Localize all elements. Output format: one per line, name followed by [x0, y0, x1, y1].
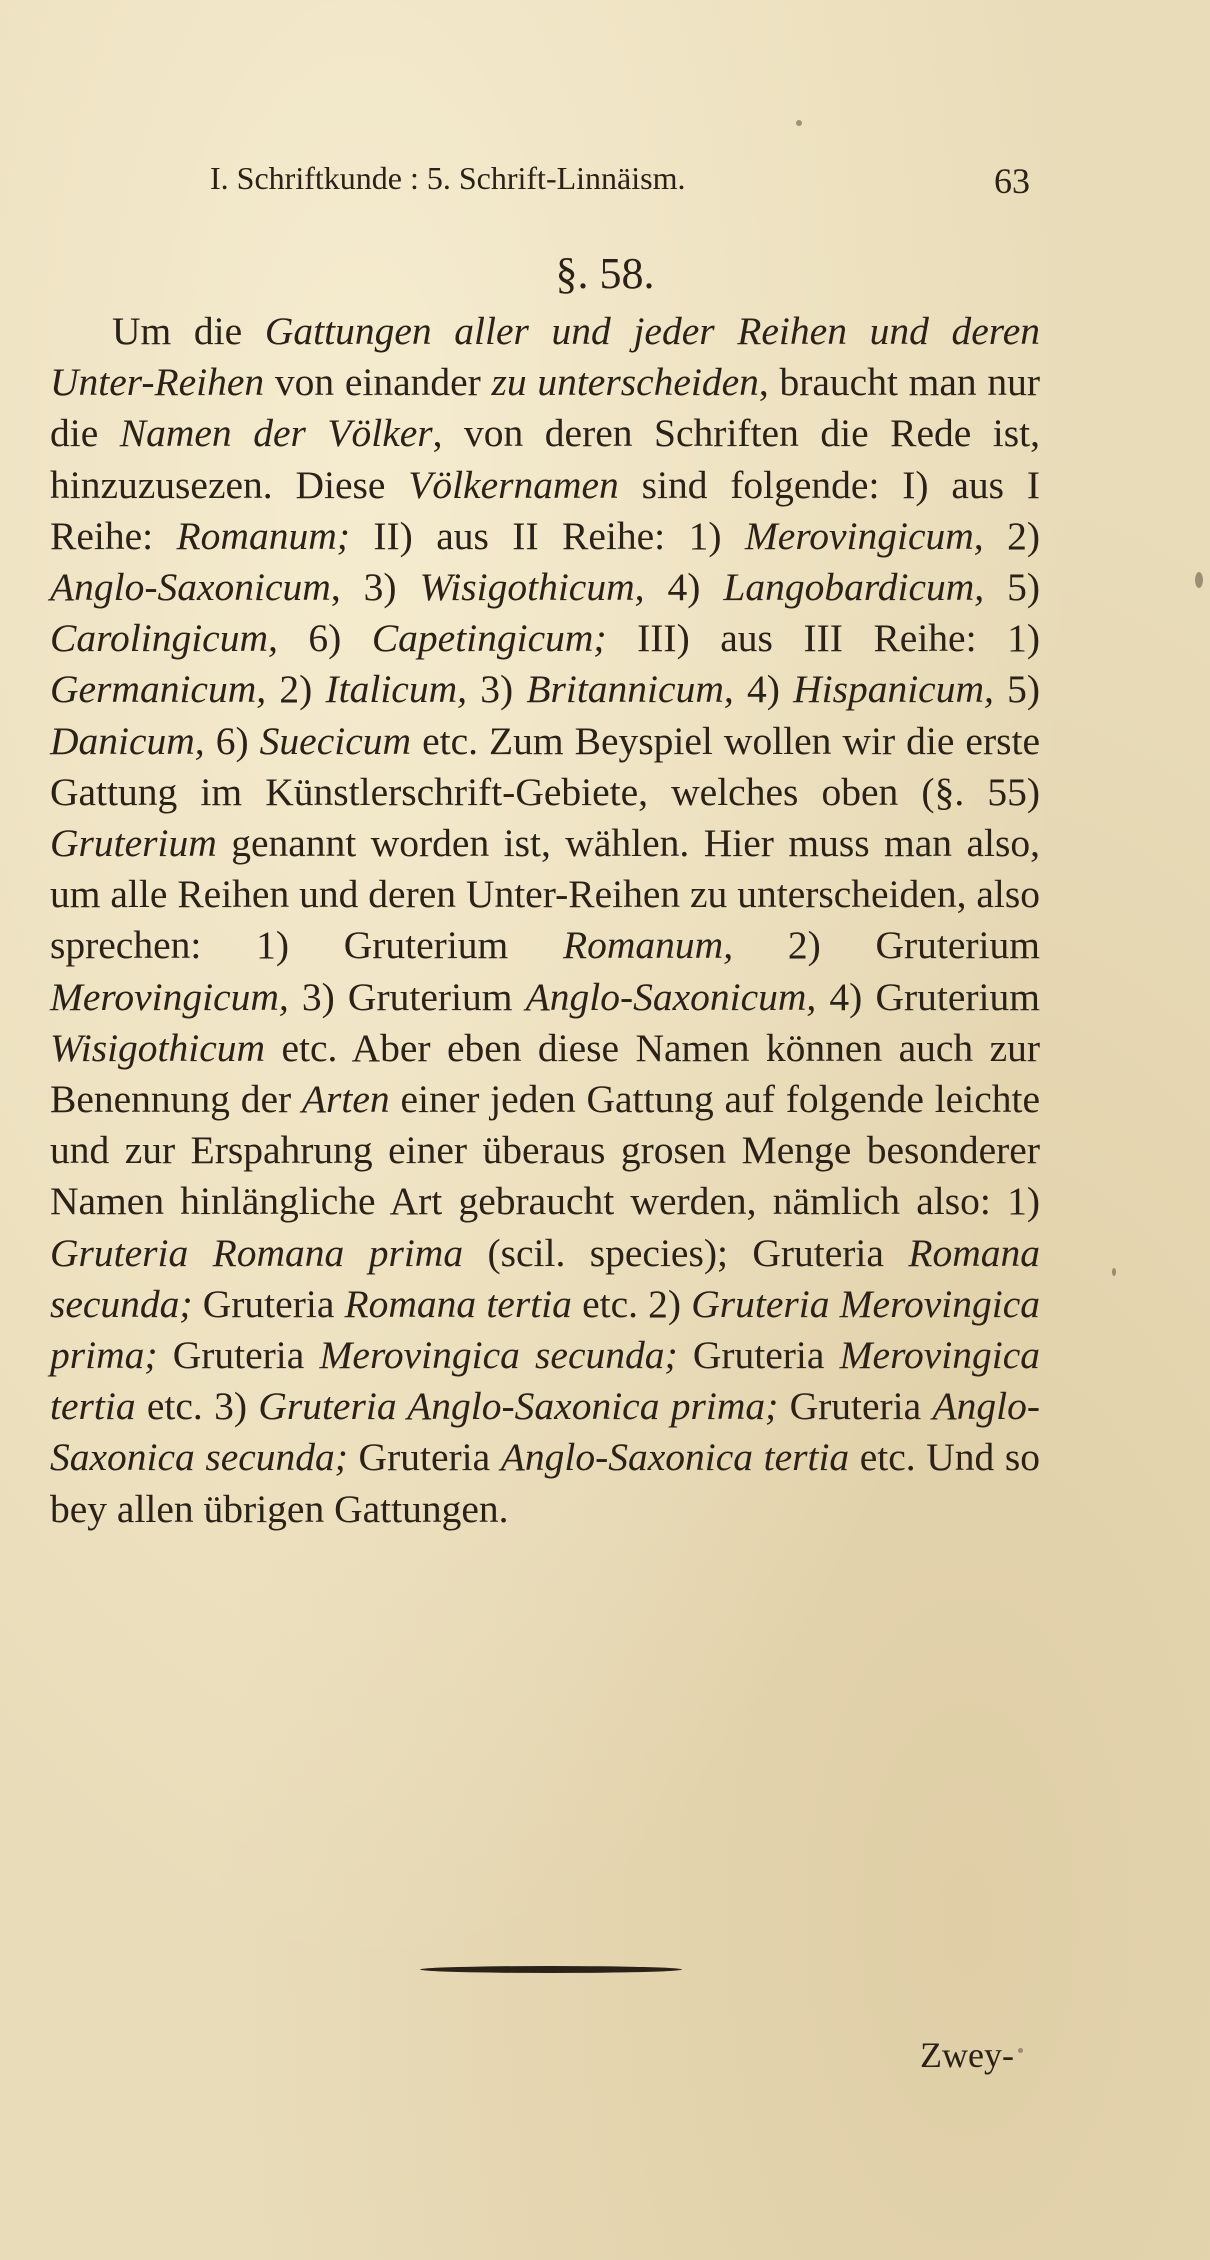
text-run: , von deren Schriften die Rede ist, hinzuzusezen. Diese [50, 411, 1040, 507]
text-run: 2) [266, 667, 326, 712]
catchword: Zwey- [920, 2035, 1014, 2075]
text-run: einer jeden Gattung auf folgende leichte und zur Erspahrung einer überaus grosen Menge besonderer Namen hinlängliche Art gebraucht werden, nämlich also: 1) [50, 1077, 1040, 1224]
italic-run: Merovingica tertia [50, 1333, 1040, 1429]
italic-run: Merovingicum, [50, 974, 289, 1019]
italic-run: Romanum, [563, 923, 734, 968]
italic-run: Romana secunda; [50, 1230, 1040, 1326]
text-run: genannt worden ist, wählen. Hier muss man also, um alle Reihen und deren Unter-Reihen zu unterscheiden, also sprechen: 1) Gruterium [50, 821, 1040, 968]
running-header [210, 160, 1030, 208]
italic-run: Romanum; [176, 513, 350, 558]
paper-speck [796, 120, 802, 126]
section-heading: §. 58. [555, 249, 655, 298]
italic-run: Völkernamen [408, 462, 619, 507]
text-run: Gruteria [157, 1333, 320, 1378]
italic-run: Hispanicum, [793, 667, 994, 712]
italic-run: Anglo-Saxonica secunda; [50, 1384, 1040, 1480]
italic-run: Gattungen aller und jeder Reihen und deren Unter-Reihen [50, 309, 1040, 405]
italic-run: Gruteria Romana prima [50, 1230, 464, 1275]
text-run: 4) [644, 565, 724, 610]
text-run: 6) [277, 616, 372, 661]
text-run: 2) Gruterium [733, 923, 1040, 968]
text-run: III) aus III Reihe: 1) [606, 616, 1040, 661]
italic-run: Capetingicum; [371, 616, 607, 661]
text-run: 4) [733, 667, 794, 712]
text-run: 5) [993, 667, 1040, 712]
text-run: 5) [984, 565, 1041, 610]
paper-speck [1195, 572, 1203, 588]
italic-run: Britannicum, [526, 667, 734, 712]
text-run: etc. Und so bey allen übrigen Gattungen. [50, 1435, 1040, 1531]
running-title: I. Schriftkunde : 5. Schrift-Linnäism. [210, 160, 686, 196]
italic-run: zu unterscheiden [491, 360, 759, 405]
italic-run: Anglo-Saxonicum [50, 565, 331, 610]
italic-run: Germanicum, [50, 667, 267, 712]
italic-run: Italicum, [325, 667, 467, 712]
text-run: von einander [264, 360, 492, 405]
text-run: , 3) [330, 565, 420, 610]
text-run: etc. 3) [135, 1384, 259, 1429]
text-run: 6) [204, 718, 260, 763]
text-run: , braucht man nur die [50, 360, 1040, 456]
italic-run: Wisigothicum, [419, 565, 645, 610]
italic-run: Gruteria Merovingica prima; [50, 1281, 1040, 1378]
text-run: sind folgende: I) aus I Reihe: [50, 462, 1040, 558]
italic-run: Namen der Völker [119, 411, 433, 456]
text-run: 3) [467, 667, 527, 712]
italic-run: Romana tertia [344, 1281, 572, 1326]
italic-run: Merovingicum, [744, 513, 984, 558]
ornamental-rule [420, 1966, 682, 1973]
text-run: 3) Gruterium [288, 974, 526, 1019]
paper-speck [1112, 1268, 1116, 1276]
italic-run: Danicum, [50, 718, 205, 763]
italic-run: Gruteria Anglo-Saxonica prima; [258, 1384, 779, 1429]
text-run: 2) [983, 513, 1041, 558]
text-run: Um die [112, 309, 265, 353]
text-run: Gruteria [778, 1384, 933, 1429]
italic-run: Merovingica secunda; [319, 1333, 678, 1378]
text-run: II) aus II Reihe: 1) [349, 513, 745, 558]
italic-run: Carolingicum, [50, 616, 278, 661]
italic-run: Suecicum [259, 718, 412, 763]
text-run: Gruteria [347, 1435, 501, 1480]
italic-run: Arten [301, 1077, 390, 1122]
italic-run: Anglo-Saxonica tertia [500, 1435, 850, 1480]
text-run: (scil. species); Gruteria [463, 1230, 909, 1275]
italic-run: Langobardicum, [723, 565, 985, 610]
paper-speck [1018, 2048, 1023, 2053]
text-run: 4) Gruterium [816, 974, 1040, 1019]
body-paragraph [50, 306, 1040, 1535]
italic-run: Wisigothicum [50, 1025, 266, 1070]
page-number: 63 [994, 161, 1030, 201]
text-run: etc. 2) [571, 1281, 692, 1326]
italic-run: Gruterium [50, 821, 217, 866]
text-run: Gruteria [677, 1333, 840, 1378]
text-run: etc. Aber eben diese Namen können auch zur Benennung der [50, 1025, 1040, 1122]
italic-run: Anglo-Saxonicum, [525, 974, 817, 1019]
text-run: Gruteria [192, 1281, 345, 1326]
text-run: etc. Zum Beyspiel wollen wir die erste Gattung im Künstlerschrift-Gebiete, welches oben (§. 55) [50, 718, 1041, 814]
